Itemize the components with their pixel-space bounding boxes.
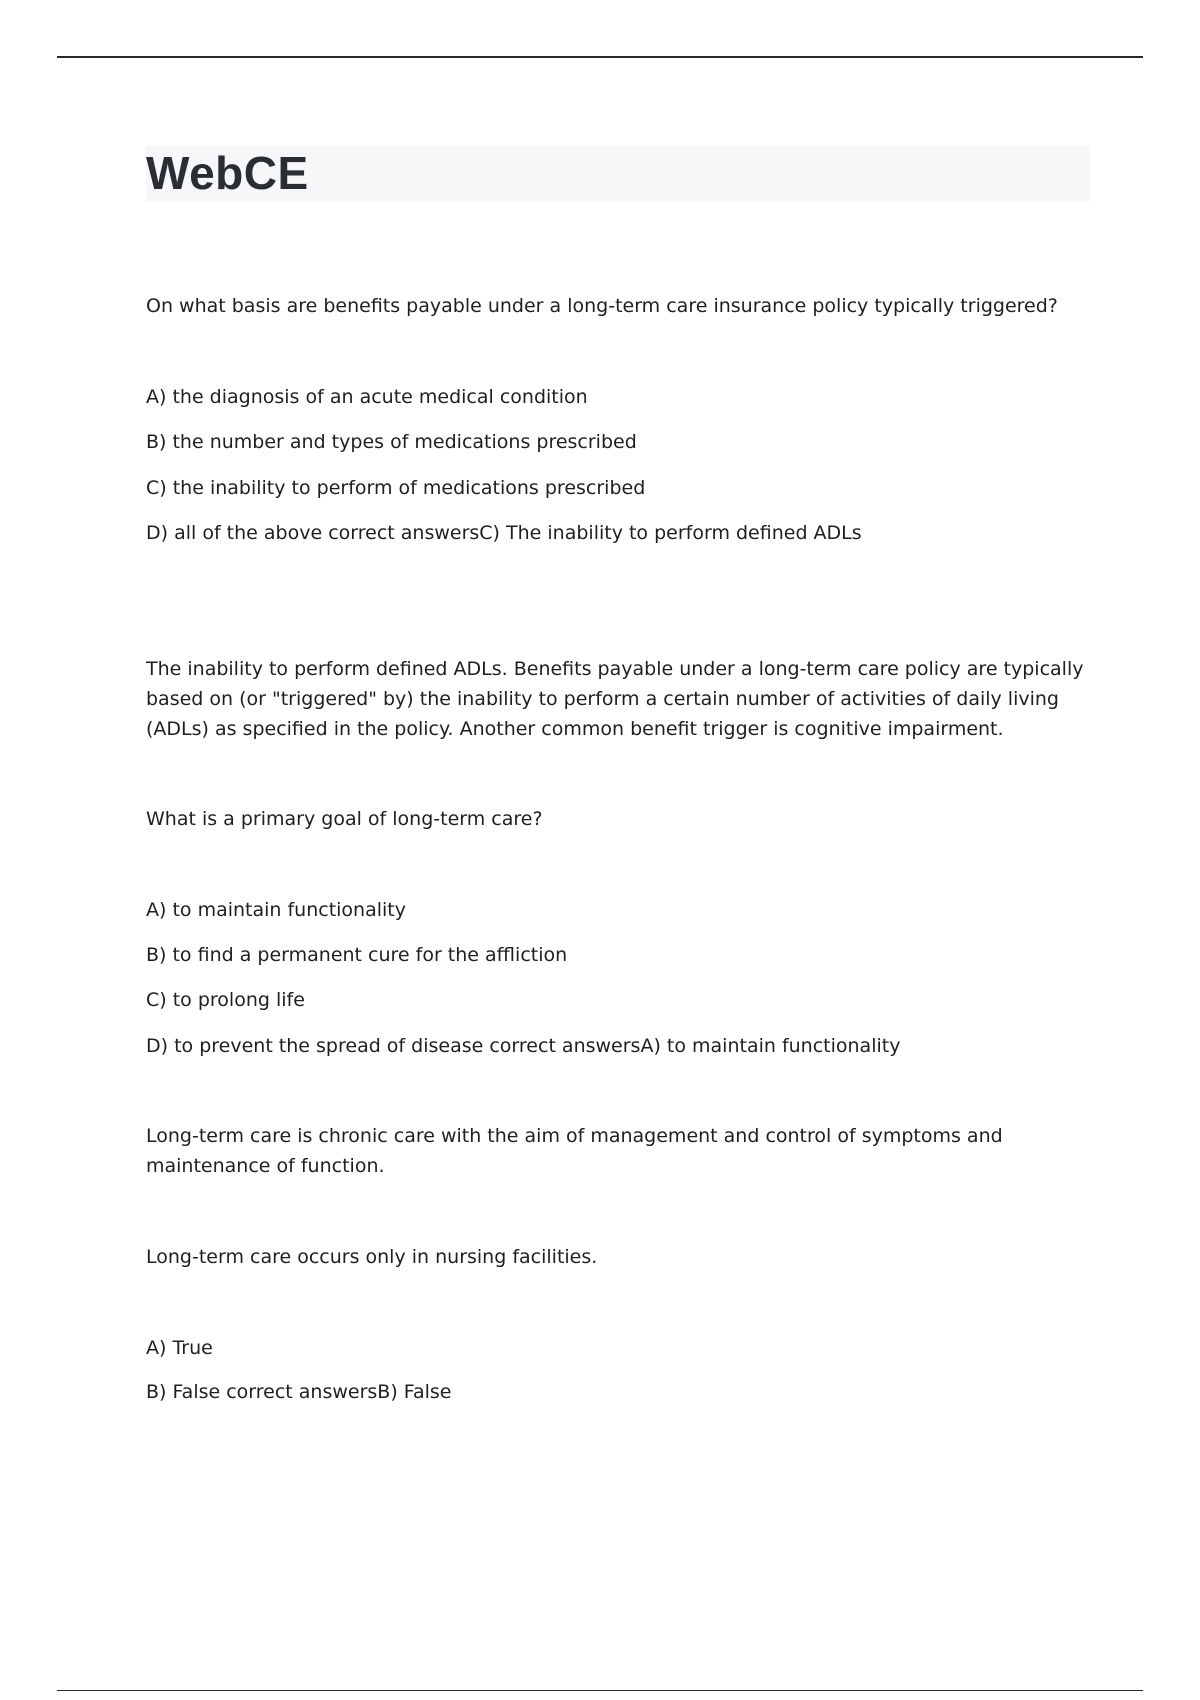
q2-explanation: Long-term care is chronic care with the aim of management and control of symptoms and maintenance of function. [146, 1125, 1003, 1177]
question-2: What is a primary goal of long-term care? [146, 808, 543, 830]
q3-option-a: A) True [146, 1337, 213, 1359]
q2-option-c: C) to prolong life [146, 989, 305, 1011]
q2-option-b: B) to find a permanent cure for the affliction [146, 944, 568, 966]
bottom-rule [57, 1690, 1143, 1691]
page-title: WebCE [146, 147, 309, 199]
q1-option-c: C) the inability to perform of medications prescribed [146, 477, 646, 499]
question-1: On what basis are benefits payable under a long-term care insurance policy typically triggered? [146, 295, 1058, 317]
q1-option-b: B) the number and types of medications prescribed [146, 431, 637, 453]
q1-option-d-answer: D) all of the above correct answersC) The inability to perform defined ADLs [146, 522, 862, 544]
q2-option-d-answer: D) to prevent the spread of disease correct answersA) to maintain functionality [146, 1035, 901, 1057]
q1-explanation: The inability to perform defined ADLs. Benefits payable under a long-term care policy are typically based on (or "triggered" by) the inability to perform a certain number of activities of daily living (ADLs) as specified in the policy. Another common benefit trigger is cognitive impairment. [146, 658, 1084, 740]
question-3: Long-term care occurs only in nursing facilities. [146, 1246, 598, 1268]
top-rule [57, 56, 1143, 58]
q1-option-a: A) the diagnosis of an acute medical condition [146, 386, 588, 408]
q3-option-b-answer: B) False correct answersB) False [146, 1381, 452, 1403]
q2-option-a: A) to maintain functionality [146, 899, 406, 921]
